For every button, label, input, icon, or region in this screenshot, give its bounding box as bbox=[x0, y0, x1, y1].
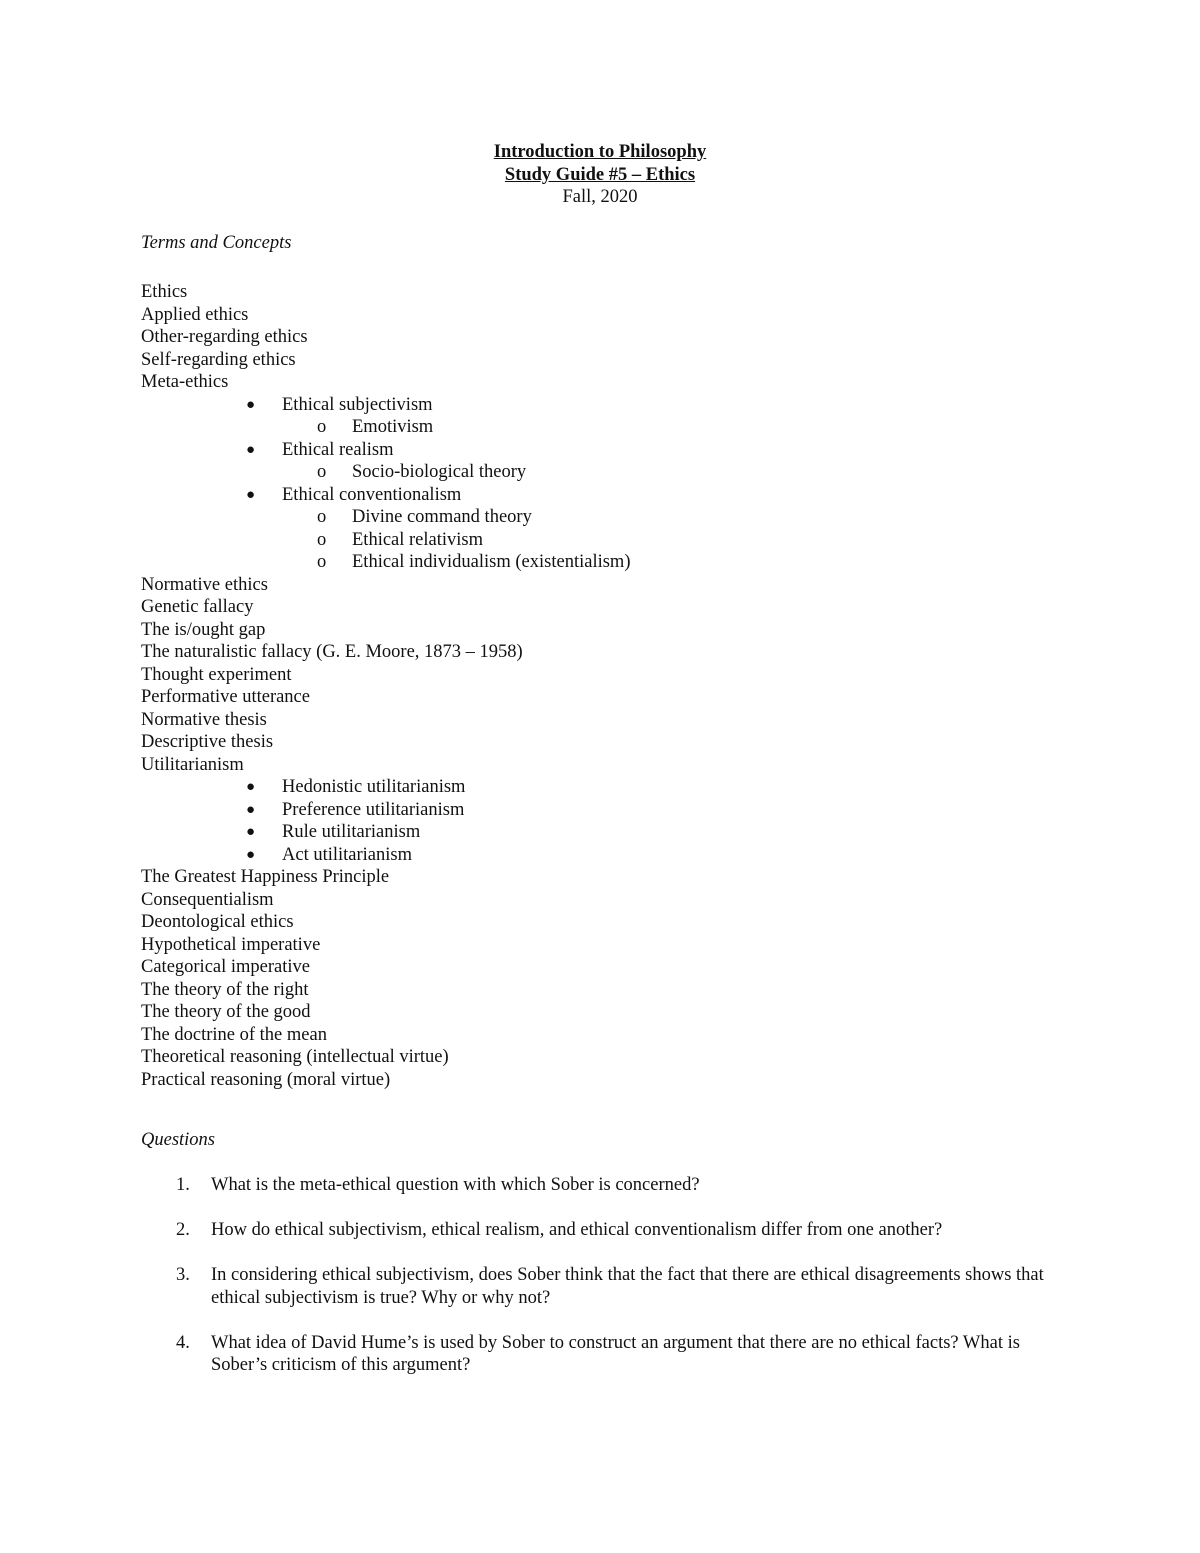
term-item bbox=[141, 506, 532, 529]
question-number: 4. bbox=[176, 1332, 190, 1353]
term-text: Preference utilitarianism bbox=[282, 799, 465, 820]
term-item bbox=[141, 1069, 523, 1092]
question-item bbox=[176, 1219, 1076, 1242]
term-item bbox=[141, 731, 523, 754]
term-item bbox=[141, 349, 523, 372]
term-item bbox=[141, 394, 523, 417]
term-text: The theory of the right bbox=[141, 979, 309, 1000]
term-text: Hedonistic utilitarianism bbox=[282, 777, 466, 797]
term-item bbox=[141, 956, 523, 979]
question-text: What idea of David Hume’s is used by Sober to construct an argument that there are no ethical facts? What is Sober’s criticism of this argument? bbox=[211, 1332, 1020, 1375]
term-item bbox=[141, 281, 523, 304]
term-text: Deontological ethics bbox=[141, 912, 294, 932]
term-text: Self-regarding ethics bbox=[141, 349, 296, 370]
questions-list bbox=[176, 1174, 1076, 1399]
term-item bbox=[141, 439, 523, 462]
term-text: The theory of the good bbox=[141, 1002, 311, 1022]
term-text: The Greatest Happiness Principle bbox=[141, 867, 390, 887]
term-text: Divine command theory bbox=[352, 507, 532, 527]
term-item bbox=[141, 686, 523, 709]
question-item bbox=[176, 1264, 1076, 1309]
term-item bbox=[141, 776, 523, 799]
bullet-marker: ● bbox=[246, 801, 256, 818]
term-item bbox=[141, 821, 523, 844]
term-text: Ethical conventionalism bbox=[282, 484, 462, 505]
term-item bbox=[141, 529, 523, 552]
term-text: Utilitarianism bbox=[141, 754, 244, 775]
term-text: Thought experiment bbox=[141, 664, 292, 685]
term-text: The is/ought gap bbox=[141, 619, 266, 640]
term-item bbox=[141, 416, 523, 439]
questions-heading: Questions bbox=[141, 1130, 215, 1150]
term-text: The doctrine of the mean bbox=[141, 1024, 327, 1045]
question-number: 2. bbox=[176, 1220, 190, 1240]
term-item bbox=[141, 326, 523, 349]
term-item bbox=[141, 371, 523, 394]
question-text: How do ethical subjectivism, ethical realism, and ethical conventionalism differ from one another? bbox=[211, 1220, 943, 1240]
course-title: Introduction to Philosophy bbox=[493, 142, 707, 162]
bullet-marker: ● bbox=[246, 779, 256, 795]
question-text: In considering ethical subjectivism, does Sober think that the fact that there are ethical disagreements shows that ethical subjectivism is true? Why or why not? bbox=[211, 1265, 1044, 1308]
document-header bbox=[0, 141, 1200, 209]
sub-bullet-marker: o bbox=[317, 529, 327, 550]
bullet-marker: ● bbox=[246, 824, 256, 840]
term-item bbox=[141, 979, 523, 1002]
terms-list bbox=[141, 281, 631, 1091]
term-text: Categorical imperative bbox=[141, 957, 310, 977]
term-text: Descriptive thesis bbox=[141, 732, 274, 752]
term-item bbox=[141, 551, 631, 574]
term-text: Genetic fallacy bbox=[141, 597, 254, 617]
term-text: Meta-ethics bbox=[141, 372, 229, 392]
term-item bbox=[141, 596, 523, 619]
term-item bbox=[141, 889, 523, 912]
term-item bbox=[141, 799, 523, 822]
question-item bbox=[176, 1174, 1076, 1197]
term-text: Applied ethics bbox=[141, 304, 249, 325]
term-item bbox=[141, 1024, 523, 1047]
term-item bbox=[141, 664, 523, 687]
term-text: Act utilitarianism bbox=[282, 844, 412, 865]
term-label: Fall, 2020 bbox=[562, 187, 638, 207]
term-item bbox=[141, 619, 523, 642]
bullet-marker: ● bbox=[246, 396, 256, 413]
term-text: Socio-biological theory bbox=[352, 462, 527, 482]
term-item bbox=[141, 866, 523, 889]
term-item bbox=[141, 754, 523, 777]
bullet-marker: ● bbox=[246, 441, 256, 458]
term-text: Consequentialism bbox=[141, 889, 274, 910]
term-item bbox=[141, 1001, 523, 1024]
bullet-marker: ● bbox=[246, 846, 256, 863]
term-item bbox=[141, 1046, 523, 1069]
term-text: Ethical relativism bbox=[352, 529, 483, 550]
guide-title: Study Guide #5 – Ethics bbox=[504, 164, 696, 185]
term-item bbox=[141, 484, 523, 507]
question-number: 1. bbox=[176, 1175, 190, 1195]
term-item bbox=[141, 709, 523, 732]
question-number: 3. bbox=[176, 1265, 190, 1285]
term-item bbox=[141, 844, 523, 867]
term-item bbox=[141, 934, 523, 957]
term-text: Hypothetical imperative bbox=[141, 934, 321, 955]
term-text: Normative thesis bbox=[141, 709, 267, 730]
term-item bbox=[141, 304, 523, 327]
term-text: Ethics bbox=[141, 282, 188, 302]
term-item bbox=[141, 641, 523, 664]
term-text: Normative ethics bbox=[141, 574, 268, 595]
term-text: Emotivism bbox=[352, 417, 434, 437]
sub-bullet-marker: o bbox=[317, 552, 327, 572]
term-text: Practical reasoning (moral virtue) bbox=[141, 1069, 391, 1090]
sub-bullet-marker: o bbox=[317, 462, 327, 482]
terms-heading: Terms and Concepts bbox=[141, 233, 292, 253]
question-item bbox=[176, 1332, 1076, 1377]
term-item bbox=[141, 911, 523, 934]
term-text: The naturalistic fallacy (G. E. Moore, 1873 – 1958) bbox=[141, 642, 523, 662]
term-text: Ethical realism bbox=[282, 439, 394, 460]
term-text: Rule utilitarianism bbox=[282, 822, 421, 842]
term-text: Theoretical reasoning (intellectual virtue) bbox=[141, 1047, 449, 1067]
sub-bullet-marker: o bbox=[317, 507, 327, 527]
term-text: Other-regarding ethics bbox=[141, 327, 308, 347]
question-text: What is the meta-ethical question with which Sober is concerned? bbox=[211, 1175, 700, 1195]
term-item bbox=[141, 461, 527, 484]
term-text: Ethical individualism (existentialism) bbox=[352, 552, 631, 572]
term-item bbox=[141, 574, 523, 597]
term-text: Performative utterance bbox=[141, 687, 310, 707]
sub-bullet-marker: o bbox=[317, 417, 327, 437]
term-text: Ethical subjectivism bbox=[282, 394, 433, 415]
bullet-marker: ● bbox=[246, 486, 256, 503]
